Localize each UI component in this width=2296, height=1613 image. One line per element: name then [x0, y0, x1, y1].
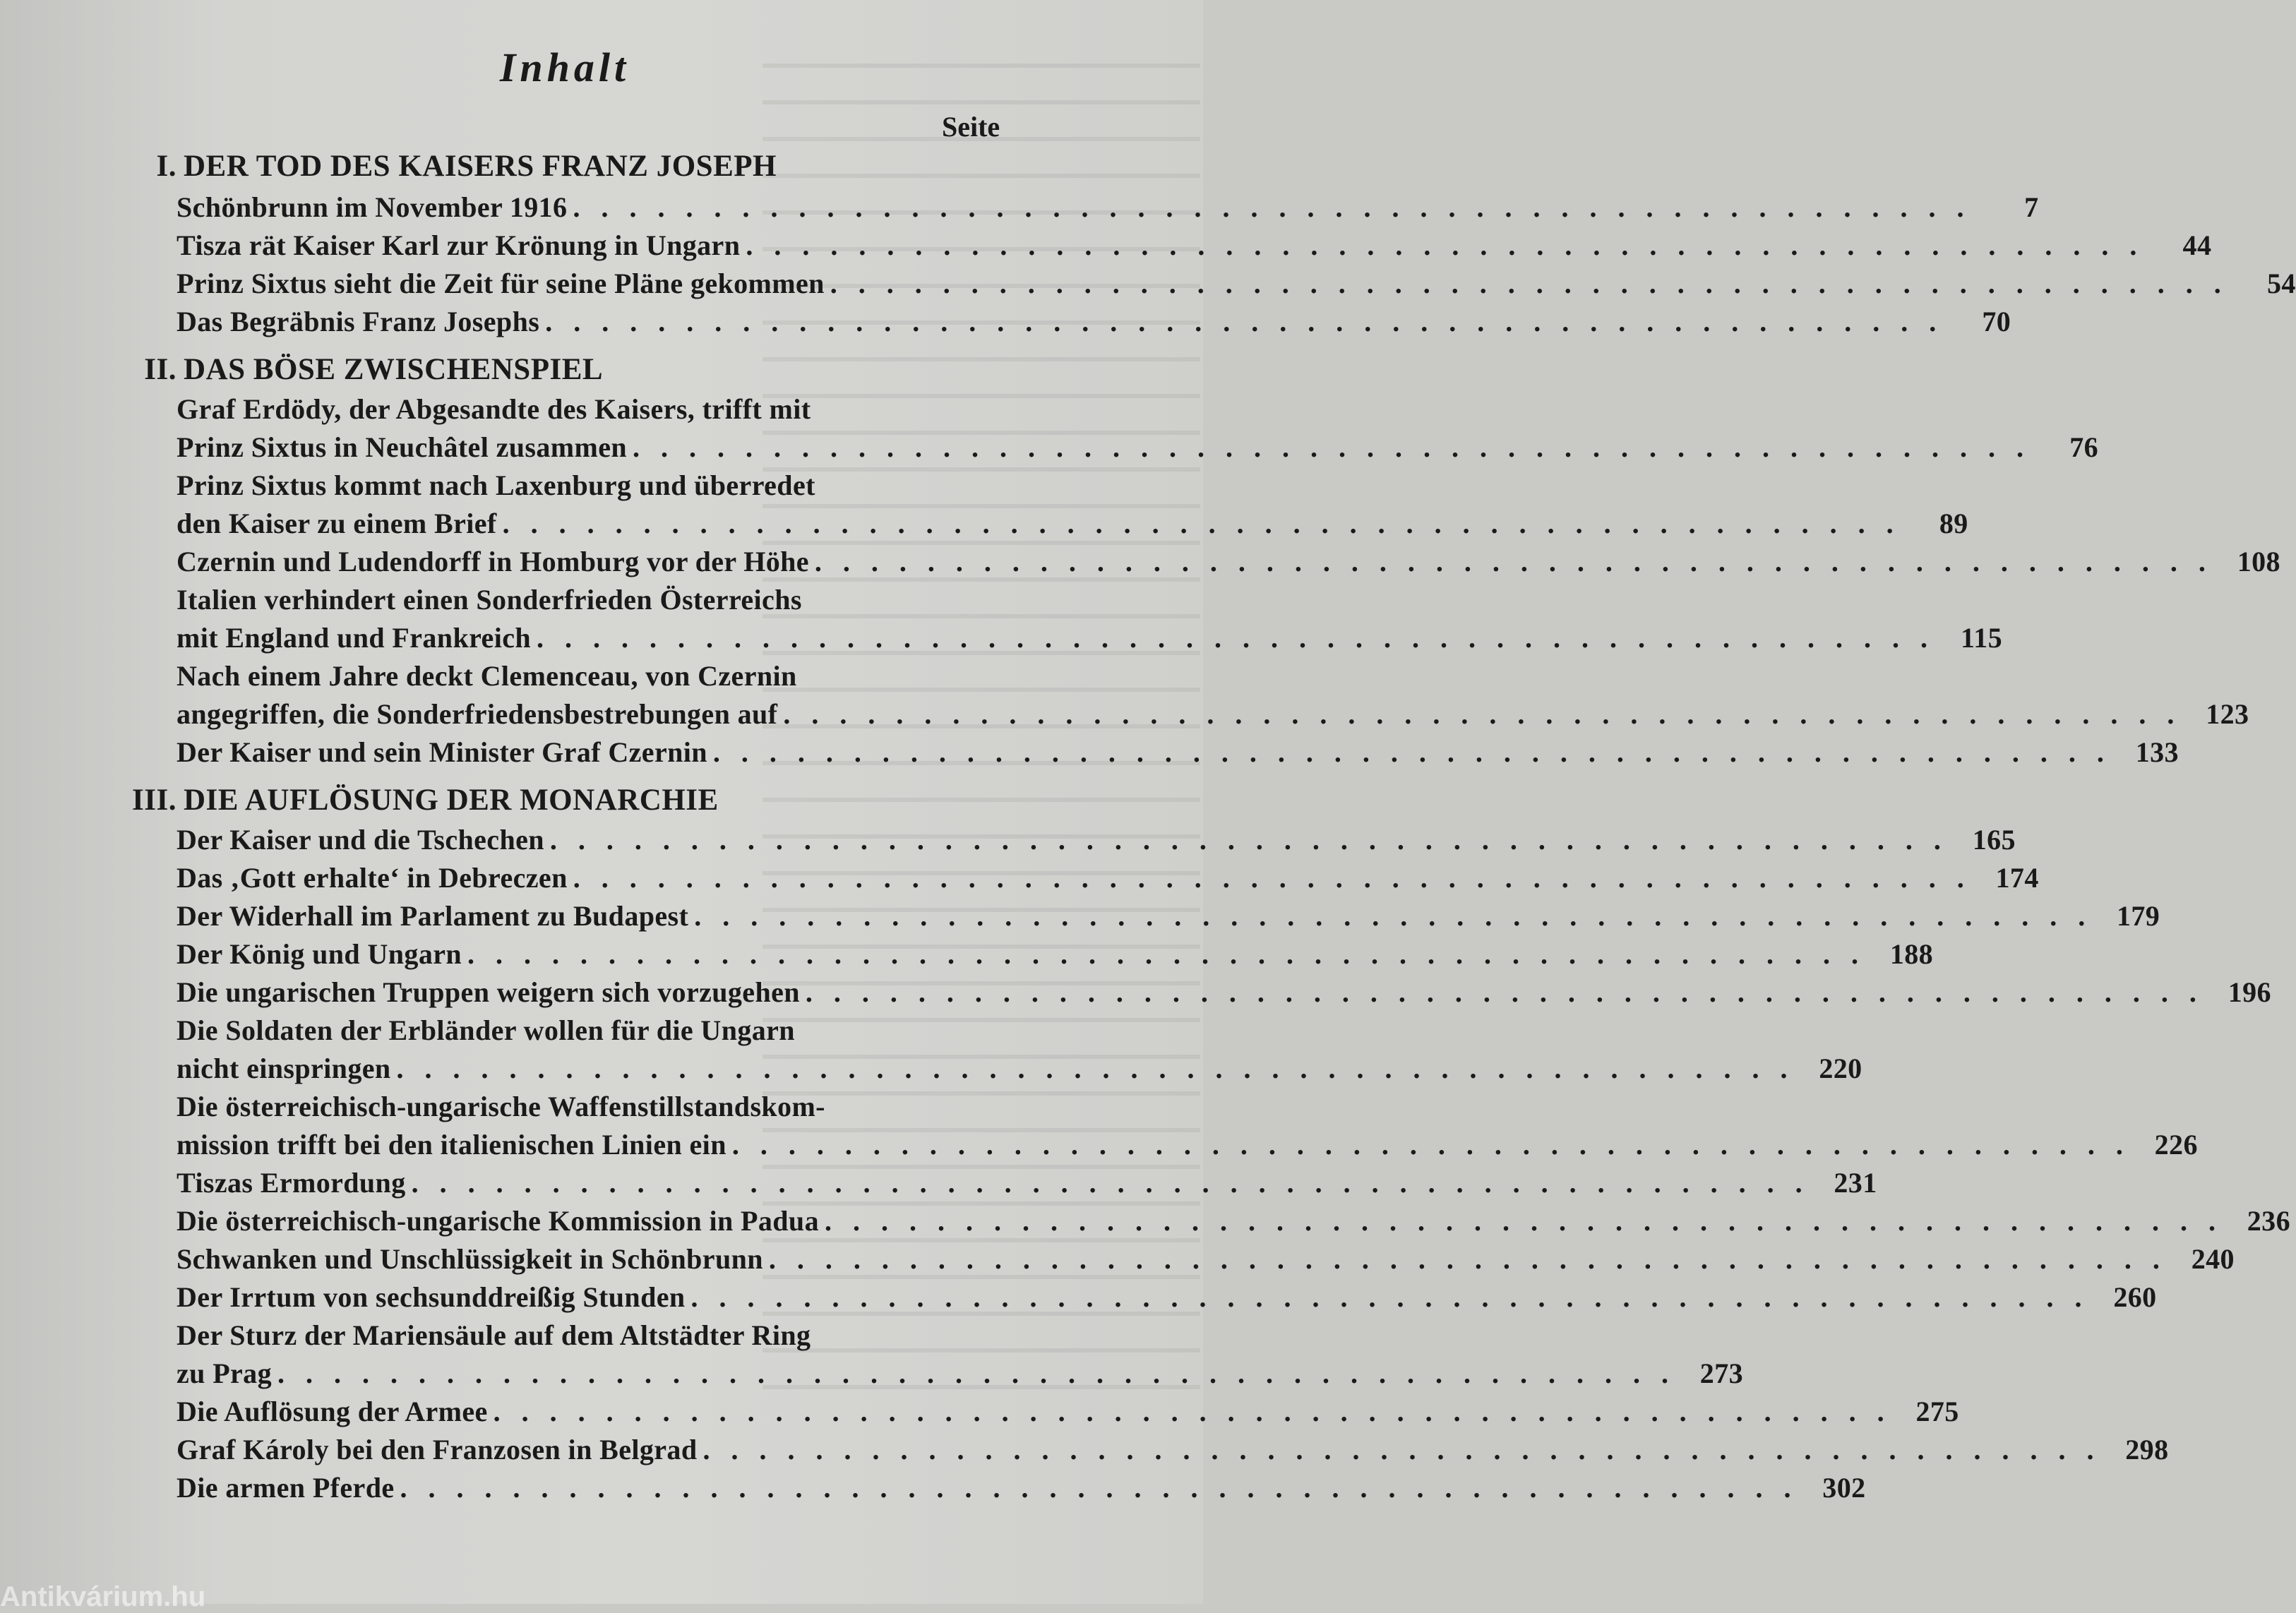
toc-entry — [177, 1278, 2157, 1317]
toc-entry — [177, 1431, 2169, 1469]
page-number: 240 — [2191, 1243, 2235, 1275]
entry-title: den Kaiser zu einem Brief — [177, 508, 497, 539]
page-number: 275 — [1915, 1396, 1959, 1427]
watermark-logo: Antikvárium.hu — [0, 1581, 206, 1612]
section-numeral: I. — [156, 149, 177, 183]
dot-leader: . . . . . . . . . . . . . . . . . . . . . . . . . . . . . . . . . . . . . . . . . . . . . . . . . . — [277, 1357, 1675, 1389]
table-of-contents — [106, 145, 2296, 1507]
entry-title: Nach einem Jahre deckt Clemenceau, von Czernin — [177, 660, 797, 692]
entry-title: Italien verhindert einen Sonderfrieden Österreichs — [177, 584, 802, 616]
toc-entry — [177, 265, 2296, 303]
section-heading-text: DIE AUFLÖSUNG DER MONARCHIE — [184, 783, 719, 817]
entry-title: Czernin und Ludendorff in Homburg vor der Höhe — [177, 546, 809, 577]
entry-title: zu Prag — [177, 1357, 272, 1389]
toc-entry — [177, 467, 1968, 543]
entry-title: Prinz Sixtus kommt nach Laxenburg und überredet — [177, 469, 815, 501]
toc-entry — [177, 1202, 2290, 1240]
toc-entry — [177, 897, 2160, 935]
page-number: 89 — [1939, 508, 1968, 539]
page-number: 54 — [2266, 268, 2296, 299]
toc-entry-line — [177, 859, 2039, 897]
toc-entry-line — [177, 581, 1024, 619]
entry-title: angegriffen, die Sonderfriedensbestrebungen auf — [177, 698, 778, 730]
toc-entry-line — [177, 505, 1968, 543]
dot-leader: . . . . . . . . . . . . . . . . . . . . . . . . . . . . . . . . . . . . . . . . . . . . . . . . . . — [746, 229, 2144, 261]
dot-leader: . . . . . . . . . . . . . . . . . . . . . . . . . . . . . . . . . . . . . . . . . . . . . . . . . . — [549, 824, 1948, 856]
toc-entry-line — [177, 265, 2296, 303]
dot-leader: . . . . . . . . . . . . . . . . . . . . . . . . . . . . . . . . . . . . . . . . . . . . . . . . . . — [537, 622, 1935, 654]
entry-title: Der Widerhall im Parlament zu Budapest — [177, 900, 689, 932]
dot-leader: . . . . . . . . . . . . . . . . . . . . . . . . . . . . . . . . . . . . . . . . . . . . . . . . . . — [712, 736, 2111, 768]
toc-entry — [177, 821, 2016, 859]
entry-title: Tisza rät Kaiser Karl zur Krönung in Ungarn — [177, 229, 741, 261]
section-heading — [106, 145, 1024, 187]
page-column-label: Seite — [942, 111, 1000, 143]
toc-entry-line — [177, 657, 1024, 695]
toc-entry — [177, 188, 2039, 227]
toc-entry-line — [177, 1126, 2198, 1164]
page-number: 196 — [2228, 976, 2271, 1008]
toc-entry-line — [177, 897, 2160, 935]
section-numeral: III. — [132, 783, 177, 817]
dot-leader: . . . . . . . . . . . . . . . . . . . . . . . . . . . . . . . . . . . . . . . . . . . . . . . . . . — [805, 976, 2204, 1008]
toc-entry — [177, 543, 2280, 581]
toc-entry — [177, 1317, 1743, 1393]
toc-entry — [177, 581, 2003, 657]
toc-entry — [177, 1469, 1866, 1507]
page-number: 298 — [2125, 1434, 2169, 1465]
entry-title: nicht einspringen — [177, 1053, 391, 1084]
dot-leader: . . . . . . . . . . . . . . . . . . . . . . . . . . . . . . . . . . . . . . . . . . . . . . . . . . — [573, 862, 1971, 894]
entry-title: Die österreichisch-ungarische Waffenstillstandskom- — [177, 1091, 825, 1122]
dot-leader: . . . . . . . . . . . . . . . . . . . . . . . . . . . . . . . . . . . . . . . . . . . . . . . . . . — [814, 546, 2213, 577]
entry-title: Der Kaiser und die Tschechen — [177, 824, 544, 856]
toc-entry-line — [177, 1431, 2169, 1469]
toc-entry-line — [177, 188, 2039, 227]
toc-entry-line — [177, 973, 2271, 1012]
page-number: 133 — [2135, 736, 2179, 768]
toc-entry — [177, 733, 2179, 772]
toc-entry-line — [177, 1088, 1024, 1126]
toc-entry-line — [177, 1012, 1024, 1050]
dot-leader: . . . . . . . . . . . . . . . . . . . . . . . . . . . . . . . . . . . . . . . . . . . . . . . . . . — [396, 1053, 1795, 1084]
entry-title: Tiszas Ermordung — [177, 1167, 406, 1199]
dot-leader: . . . . . . . . . . . . . . . . . . . . . . . . . . . . . . . . . . . . . . . . . . . . . . . . . . — [573, 191, 1971, 223]
toc-entry-line — [177, 1469, 1866, 1507]
toc-section — [106, 779, 2290, 1507]
toc-entry — [177, 1240, 2235, 1278]
dot-leader: . . . . . . . . . . . . . . . . . . . . . . . . . . . . . . . . . . . . . . . . . . . . . . . . . . — [783, 698, 2182, 730]
toc-entry — [177, 973, 2271, 1012]
page-number: 236 — [2247, 1205, 2290, 1237]
dot-leader: . . . . . . . . . . . . . . . . . . . . . . . . . . . . . . . . . . . . . . . . . . . . . . . . . . — [633, 431, 2031, 463]
page-number: 179 — [2117, 900, 2160, 932]
dot-leader: . . . . . . . . . . . . . . . . . . . . . . . . . . . . . . . . . . . . . . . . . . . . . . . . . . — [467, 938, 1866, 970]
page-number: 226 — [2154, 1129, 2198, 1161]
entry-title: Der Kaiser und sein Minister Graf Czernin — [177, 736, 707, 768]
dot-leader: . . . . . . . . . . . . . . . . . . . . . . . . . . . . . . . . . . . . . . . . . . . . . . . . . . — [824, 1205, 2223, 1237]
dot-leader: . . . . . . . . . . . . . . . . . . . . . . . . . . . . . . . . . . . . . . . . . . . . . . . . . . — [694, 900, 2093, 932]
dot-leader: . . . . . . . . . . . . . . . . . . . . . . . . . . . . . . . . . . . . . . . . . . . . . . . . . . — [702, 1434, 2101, 1465]
toc-entry-line — [177, 1393, 1959, 1431]
page-number: 231 — [1834, 1167, 1877, 1199]
entry-title: Die österreichisch-ungarische Kommission in Padua — [177, 1205, 819, 1237]
page-number: 7 — [2024, 191, 2039, 223]
page-number: 273 — [1699, 1357, 1743, 1389]
page-number: 108 — [2237, 546, 2280, 577]
entry-title: Prinz Sixtus in Neuchâtel zusammen — [177, 431, 628, 463]
entry-title: Die Auflösung der Armee — [177, 1396, 488, 1427]
toc-entry — [177, 303, 2011, 341]
entry-title: Schönbrunn im November 1916 — [177, 191, 568, 223]
toc-entry — [177, 1088, 2198, 1164]
toc-entry-line — [177, 619, 2003, 657]
toc-entry-line — [177, 1240, 2235, 1278]
entry-title: Die armen Pferde — [177, 1472, 395, 1504]
dot-leader: . . . . . . . . . . . . . . . . . . . . . . . . . . . . . . . . . . . . . . . . . . . . . . . . . . — [690, 1281, 2089, 1313]
toc-entry — [177, 1393, 1959, 1431]
toc-entry-line — [177, 390, 1024, 428]
toc-entry-line — [177, 1164, 1877, 1202]
entry-title: Graf Erdödy, der Abgesandte des Kaisers, trifft mit — [177, 393, 811, 425]
page-number: 260 — [2113, 1281, 2157, 1313]
page-number: 188 — [1889, 938, 1934, 970]
page-number: 220 — [1819, 1053, 1862, 1084]
dot-leader: . . . . . . . . . . . . . . . . . . . . . . . . . . . . . . . . . . . . . . . . . . . . . . . . . . — [502, 508, 1901, 539]
toc-section — [106, 145, 2296, 341]
toc-entry-line — [177, 1317, 1024, 1355]
toc-entry — [177, 390, 2099, 467]
section-heading — [106, 348, 1024, 390]
toc-entry-line — [177, 428, 2099, 467]
toc-entry-line — [177, 1355, 1743, 1393]
entry-title: mit England und Frankreich — [177, 622, 532, 654]
section-heading-text: DER TOD DES KAISERS FRANZ JOSEPH — [184, 149, 777, 183]
section-heading-text: DAS BÖSE ZWISCHENSPIEL — [184, 352, 604, 386]
page-number: 44 — [2182, 229, 2212, 261]
toc-entry — [177, 1012, 1862, 1088]
entry-title: Die ungarischen Truppen weigern sich vorzugehen — [177, 976, 800, 1008]
page-number: 302 — [1822, 1472, 1866, 1504]
entry-title: mission trifft bei den italienischen Linien ein — [177, 1129, 727, 1161]
toc-entry-line — [177, 1278, 2157, 1317]
section-heading — [106, 779, 1024, 821]
toc-entry-line — [177, 543, 2280, 581]
toc-entry-line — [177, 227, 2212, 265]
toc-entry-line — [177, 733, 2179, 772]
toc-entry — [177, 657, 2249, 733]
toc-entry-line — [177, 935, 1934, 973]
toc-entry — [177, 227, 2212, 265]
entry-title: Der Irrtum von sechsunddreißig Stunden — [177, 1281, 686, 1313]
dot-leader: . . . . . . . . . . . . . . . . . . . . . . . . . . . . . . . . . . . . . . . . . . . . . . . . . . — [493, 1396, 1891, 1427]
dot-leader: . . . . . . . . . . . . . . . . . . . . . . . . . . . . . . . . . . . . . . . . . . . . . . . . . . — [731, 1129, 2130, 1161]
entry-title: Graf Károly bei den Franzosen in Belgrad — [177, 1434, 698, 1465]
page-number: 115 — [1961, 622, 2003, 654]
entry-title: Prinz Sixtus sieht die Zeit für seine Pläne gekommen — [177, 268, 825, 299]
dot-leader: . . . . . . . . . . . . . . . . . . . . . . . . . . . . . . . . . . . . . . . . . . . . . . . . . . — [545, 306, 1944, 337]
page-number: 76 — [2069, 431, 2099, 463]
toc-entry-line — [177, 467, 1024, 505]
page-number: 174 — [1995, 862, 2039, 894]
entry-title: Der König und Ungarn — [177, 938, 462, 970]
dot-leader: . . . . . . . . . . . . . . . . . . . . . . . . . . . . . . . . . . . . . . . . . . . . . . . . . . — [830, 268, 2228, 299]
toc-entry — [177, 935, 1934, 973]
dot-leader: . . . . . . . . . . . . . . . . . . . . . . . . . . . . . . . . . . . . . . . . . . . . . . . . . . — [411, 1167, 1810, 1199]
page-title: Inhalt — [499, 44, 630, 90]
entry-title: Schwanken und Unschlüssigkeit in Schönbrunn — [177, 1243, 763, 1275]
entry-title: Das ‚Gott erhalte‘ in Debreczen — [177, 862, 568, 894]
toc-entry-line — [177, 1050, 1862, 1088]
dot-leader: . . . . . . . . . . . . . . . . . . . . . . . . . . . . . . . . . . . . . . . . . . . . . . . . . . — [400, 1472, 1798, 1504]
dot-leader: . . . . . . . . . . . . . . . . . . . . . . . . . . . . . . . . . . . . . . . . . . . . . . . . . . — [768, 1243, 2167, 1275]
toc-entry — [177, 859, 2039, 897]
page-number: 165 — [1972, 824, 2016, 856]
toc-entry-line — [177, 695, 2249, 733]
entry-title: Das Begräbnis Franz Josephs — [177, 306, 540, 337]
toc-entry — [177, 1164, 1877, 1202]
toc-entry-line — [177, 303, 2011, 341]
page-number: 123 — [2206, 698, 2249, 730]
toc-entry-line — [177, 821, 2016, 859]
toc-section — [106, 348, 2280, 772]
section-numeral: II. — [144, 352, 177, 386]
entry-title: Der Sturz der Mariensäule auf dem Altstädter Ring — [177, 1319, 811, 1351]
toc-entry-line — [177, 1202, 2290, 1240]
entry-title: Die Soldaten der Erbländer wollen für die Ungarn — [177, 1014, 795, 1046]
page-number: 70 — [1982, 306, 2011, 337]
